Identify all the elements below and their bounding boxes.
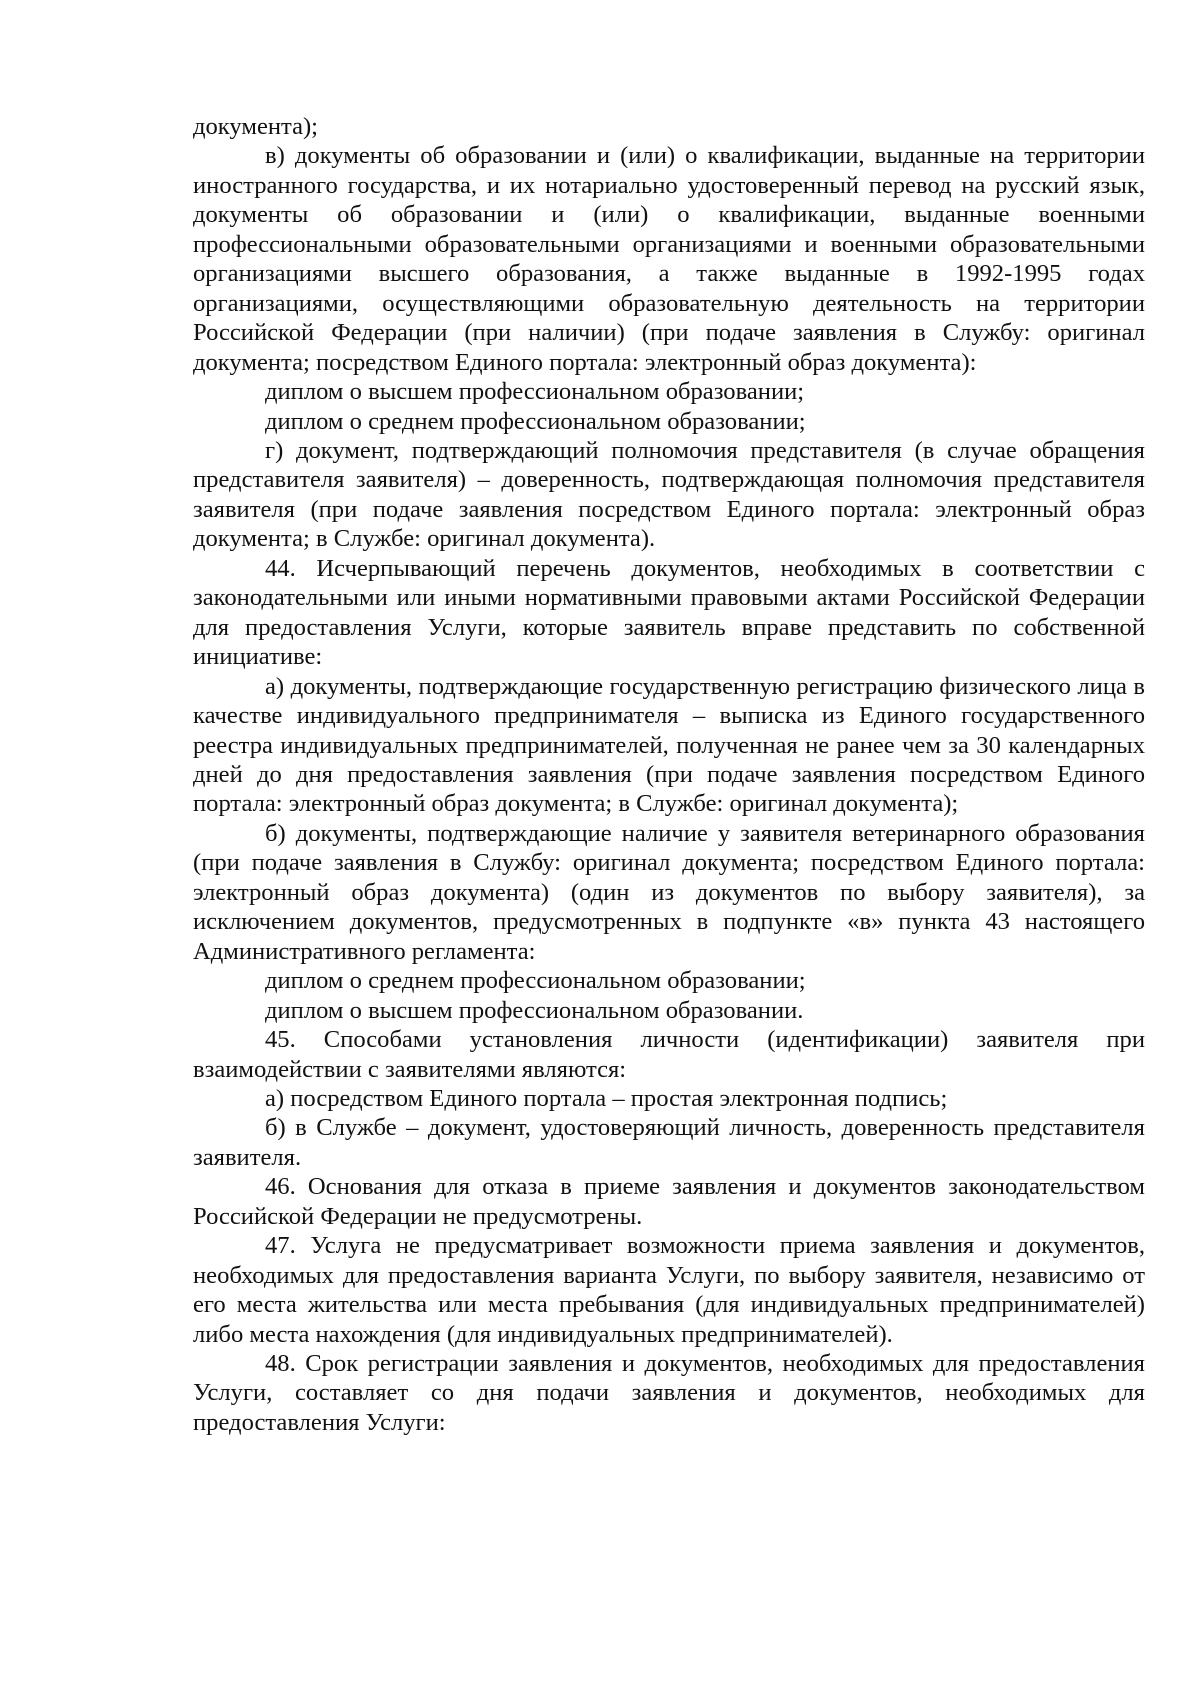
document-body — [193, 112, 1145, 1437]
paragraph-item-a-registration: а) документы, подтверждающие государственную регистрацию физического лица в качестве индивидуального предпринимателя – выписка из Единого государственного реестра индивидуальных предпринимателей, полученная не ранее чем за 30 календарных дней до дня предоставления заявления (при подаче заявления посредством Единого портала: электронный образ документа; в Службе: оригинал документа); — [193, 672, 1145, 818]
paragraph-clause-45: 45. Способами установления личности (идентификации) заявителя при взаимодействии с заявителями являются: — [193, 1026, 1145, 1083]
paragraph-clause-44: 44. Исчерпывающий перечень документов, необходимых в соответствии с законодательными или иными нормативными правовыми актами Российской Федерации для предоставления Услуги, которые заявитель вправе представить по собственной инициативе: — [193, 554, 1145, 671]
paragraph-higher-diploma-2: диплом о высшем профессиональном образовании. — [265, 996, 804, 1024]
paragraph-secondary-diploma-2: диплом о среднем профессиональном образовании; — [265, 967, 806, 995]
paragraph-item-a-portal: а) посредством Единого портала – простая электронная подпись; — [265, 1084, 948, 1112]
paragraph-item-g-representative: г) документ, подтверждающий полномочия представителя (в случае обращения представителя заявителя) – доверенность, подтверждающая полномочия представителя заявителя (при подаче заявления посредством Единого портала: электронный образ документа; в Службе: оригинал документа). — [193, 436, 1145, 553]
paragraph-item-v-education-documents: в) документы об образовании и (или) о квалификации, выданные на территории иностранного государства, и их нотариально удостоверенный перевод на русский язык, документы об образовании и (или) о квалификации, выданные военными профессиональными образовательными организациями и военными образовательными организациями высшего образования, а также выданные в 1992-1995 годах организациями, осуществляющими образовательную деятельность на территории Российской Федерации (при наличии) (при подаче заявления в Службу: оригинал документа; посредством Единого портала: электронный образ документа): — [193, 142, 1145, 376]
paragraph-item-b-service: б) в Службе – документ, удостоверяющий личность, доверенность представителя заявителя. — [193, 1114, 1145, 1171]
paragraph-item-b-veterinary: б) документы, подтверждающие наличие у заявителя ветеринарного образования (при подаче заявления в Службу: оригинал документа; посредством Единого портала: электронный образ документа) (один из документов по выбору заявителя), за исключением документов, предусмотренных в подпункте «в» пункта 43 настоящего Административного регламента: — [193, 819, 1145, 965]
paragraph-clause-47: 47. Услуга не предусматривает возможности приема заявления и документов, необходимых для предоставления варианта Услуги, по выбору заявителя, независимо от его места жительства или места пребывания (для индивидуальных предпринимателей) либо места нахождения (для индивидуальных предпринимателей). — [193, 1232, 1145, 1348]
paragraph-clause-46: 46. Основания для отказа в приеме заявления и документов законодательством Российской Федерации не предусмотрены. — [193, 1173, 1145, 1230]
paragraph-clause-48: 48. Срок регистрации заявления и документов, необходимых для предоставления Услуги, составляет со дня подачи заявления и документов, необходимых для предоставления Услуги: — [193, 1350, 1145, 1436]
paragraph-higher-diploma: диплом о высшем профессиональном образовании; — [265, 378, 805, 406]
paragraph-continuation: документа); — [193, 113, 319, 140]
paragraph-secondary-diploma: диплом о среднем профессиональном образовании; — [265, 407, 806, 435]
